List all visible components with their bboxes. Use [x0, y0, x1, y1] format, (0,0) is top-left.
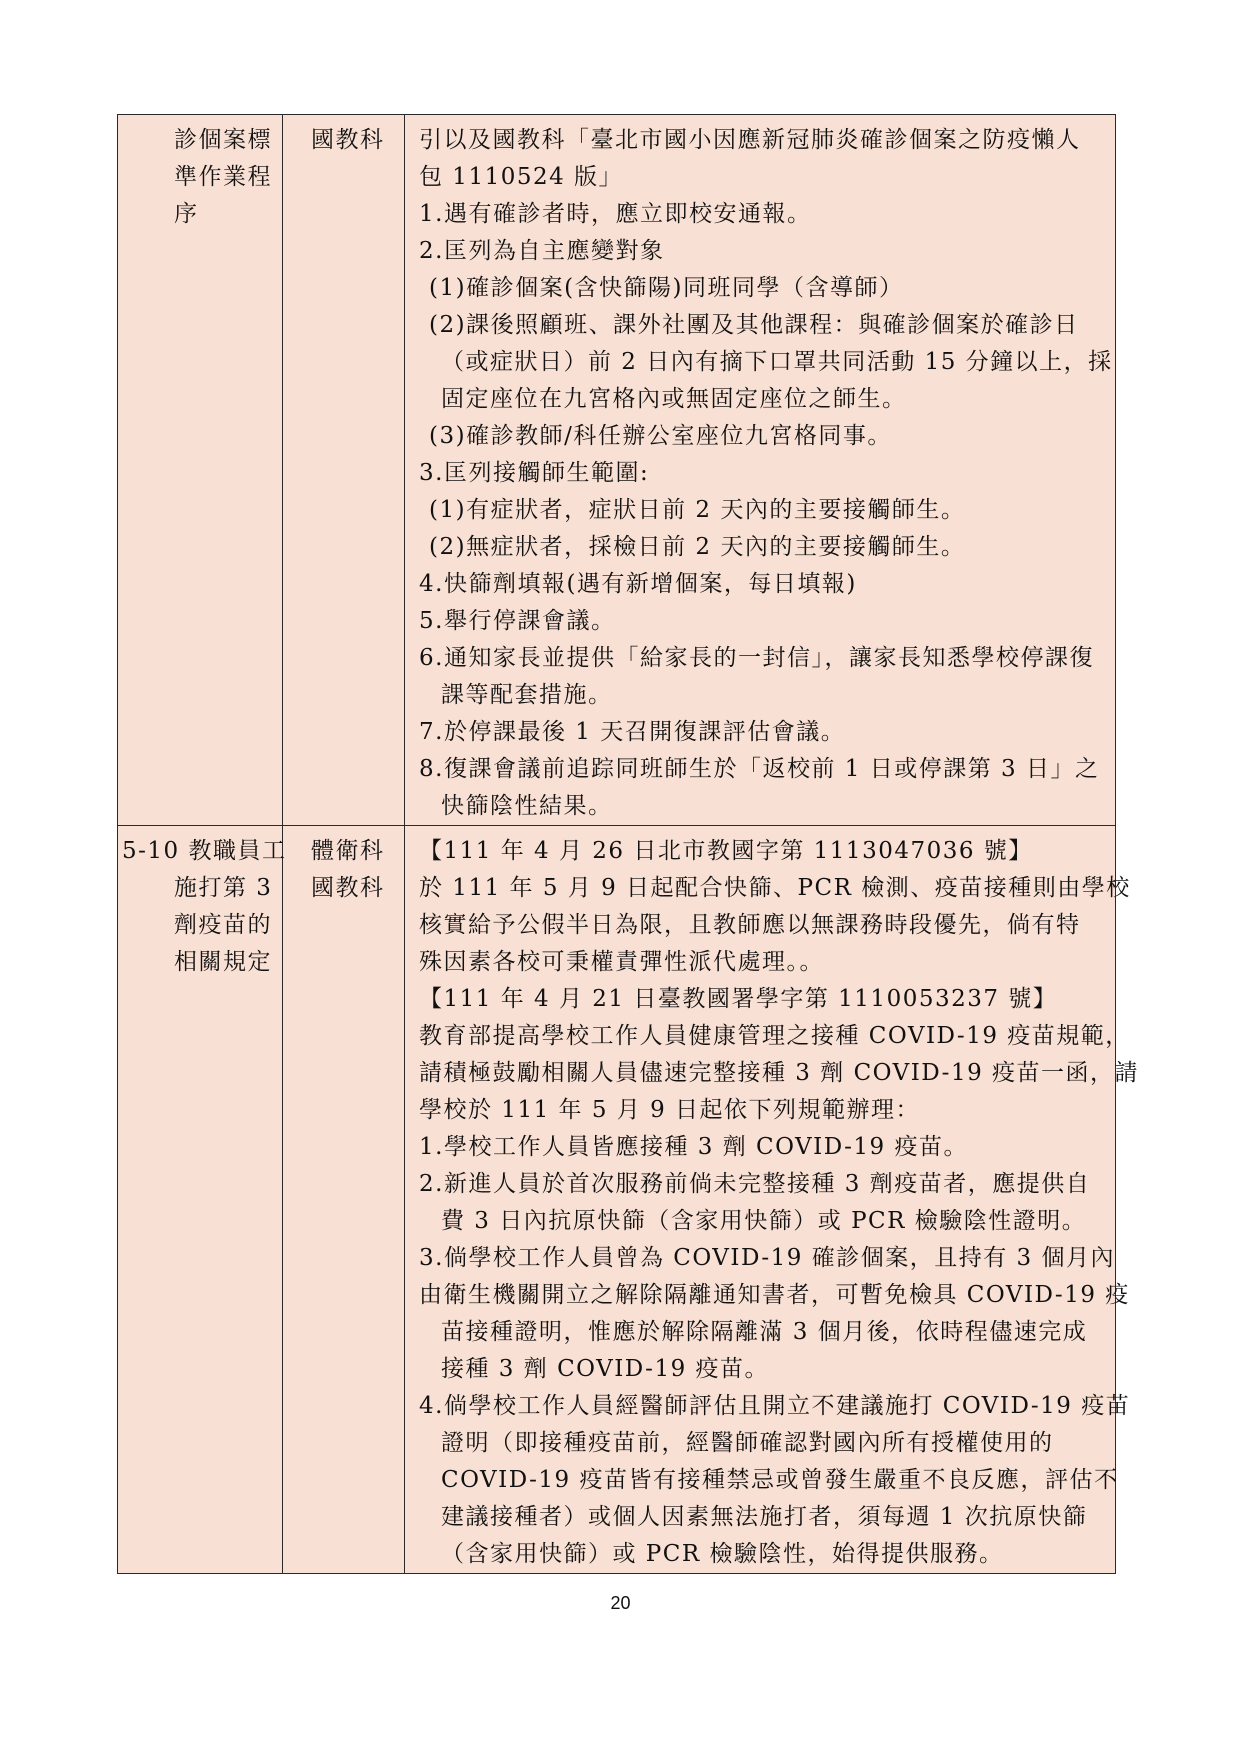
content-line: （含家用快篩）或 PCR 檢驗陰性，始得提供服務。	[441, 1541, 1004, 1567]
content-line: 4.倘學校工作人員經醫師評估且開立不建議施打 COVID-19 疫苗	[419, 1393, 1131, 1419]
content-line: 請積極鼓勵相關人員儘速完整接種 3 劑 COVID-19 疫苗一函，請	[419, 1060, 1140, 1086]
content-line: (1)有症狀者，症狀日前 2 天內的主要接觸師生。	[429, 497, 966, 523]
item-line: 準作業程	[174, 164, 272, 190]
content-line: 由衛生機關開立之解除隔離通知書者，可暫免檢具 COVID-19 疫	[419, 1282, 1130, 1308]
unit-line: 國教科	[311, 875, 385, 901]
policy-table	[117, 114, 1140, 1574]
table-row	[118, 826, 1116, 1574]
content-line: （或症狀日）前 2 日內有摘下口罩共同活動 15 分鐘以上，採	[441, 349, 1113, 375]
content-line: 證明（即接種疫苗前，經醫師確認對國內所有授權使用的	[441, 1430, 1054, 1456]
item-line: 5-10 教職員工	[122, 838, 287, 864]
unit-cell	[283, 826, 405, 1574]
item-line: 序	[174, 201, 199, 227]
content-line: (1)確診個案(含快篩陽)同班同學（含導師）	[429, 275, 904, 301]
unit-line: 體衛科	[311, 838, 385, 864]
content-line: 於 111 年 5 月 9 日起配合快篩、PCR 檢測、疫苗接種則由學校	[419, 875, 1131, 901]
content-line: 6.通知家長並提供「給家長的一封信」，讓家長知悉學校停課復	[419, 645, 1094, 671]
content-line: 【111 年 4 月 26 日北市教國字第 1113047036 號】	[419, 838, 1033, 864]
content-line: 接種 3 劑 COVID-19 疫苗。	[441, 1356, 770, 1382]
content-line: 1.學校工作人員皆應接種 3 劑 COVID-19 疫苗。	[419, 1134, 968, 1160]
page-number: 20	[610, 1593, 631, 1613]
item-cell	[118, 115, 283, 826]
unit-cell	[283, 115, 405, 826]
content-line: 建議接種者）或個人因素無法施打者，須每週 1 次抗原快篩	[441, 1504, 1088, 1530]
content-line: 5.舉行停課會議。	[419, 608, 616, 634]
unit-line: 國教科	[311, 127, 385, 153]
item-line: 相關規定	[174, 949, 272, 975]
content-line: 2.新進人員於首次服務前倘未完整接種 3 劑疫苗者，應提供自	[419, 1171, 1091, 1197]
content-line: 1.遇有確診者時，應立即校安通報。	[419, 201, 812, 227]
table-row	[118, 115, 1116, 826]
content-cell	[405, 115, 1116, 826]
content-line: 課等配套措施。	[441, 682, 613, 708]
content-cell	[405, 826, 1140, 1574]
content-line: 快篩陰性結果。	[441, 793, 613, 819]
item-cell	[118, 826, 287, 1574]
item-line: 施打第 3	[174, 875, 273, 901]
content-line: (3)確診教師/科任辦公室座位九宮格同事。	[429, 423, 892, 449]
content-line: 殊因素各校可秉權責彈性派代處理。。	[419, 949, 824, 975]
content-line: 【111 年 4 月 21 日臺教國署學字第 1110053237 號】	[419, 986, 1058, 1012]
content-line: 4.快篩劑填報(遇有新增個案，每日填報)	[419, 571, 857, 597]
content-line: 教育部提高學校工作人員健康管理之接種 COVID-19 疫苗規範，	[419, 1023, 1130, 1049]
content-line: 7.於停課最後 1 天召開復課評估會議。	[419, 719, 846, 745]
content-line: (2)課後照顧班、課外社團及其他課程：與確診個案於確診日	[429, 312, 1079, 338]
content-line: 2.匡列為自主應變對象	[419, 238, 665, 264]
content-line: 8.復課會議前追踪同班師生於「返校前 1 日或停課第 3 日」之	[419, 756, 1100, 782]
content-line: 學校於 111 年 5 月 9 日起依下列規範辦理：	[419, 1097, 921, 1123]
content-line: 引以及國教科「臺北市國小因應新冠肺炎確診個案之防疫懶人	[419, 127, 1081, 153]
item-line: 診個案標	[174, 127, 272, 153]
content-line: COVID-19 疫苗皆有接種禁忌或曾發生嚴重不良反應，評估不	[441, 1467, 1119, 1493]
content-line: 3.倘學校工作人員曾為 COVID-19 確診個案，且持有 3 個月內	[419, 1245, 1115, 1271]
content-line: 包 1110524 版」	[419, 164, 624, 190]
content-line: 核實給予公假半日為限，且教師應以無課務時段優先，倘有特	[419, 912, 1081, 938]
content-line: 費 3 日內抗原快篩（含家用快篩）或 PCR 檢驗陰性證明。	[441, 1208, 1087, 1234]
content-line: 苗接種證明，惟應於解除隔離滿 3 個月後，依時程儘速完成	[441, 1319, 1088, 1345]
content-line: (2)無症狀者，採檢日前 2 天內的主要接觸師生。	[429, 534, 966, 560]
content-line: 3.匡列接觸師生範圍:	[419, 460, 650, 486]
item-line: 劑疫苗的	[174, 912, 272, 938]
content-line: 固定座位在九宮格內或無固定座位之師生。	[441, 386, 907, 412]
